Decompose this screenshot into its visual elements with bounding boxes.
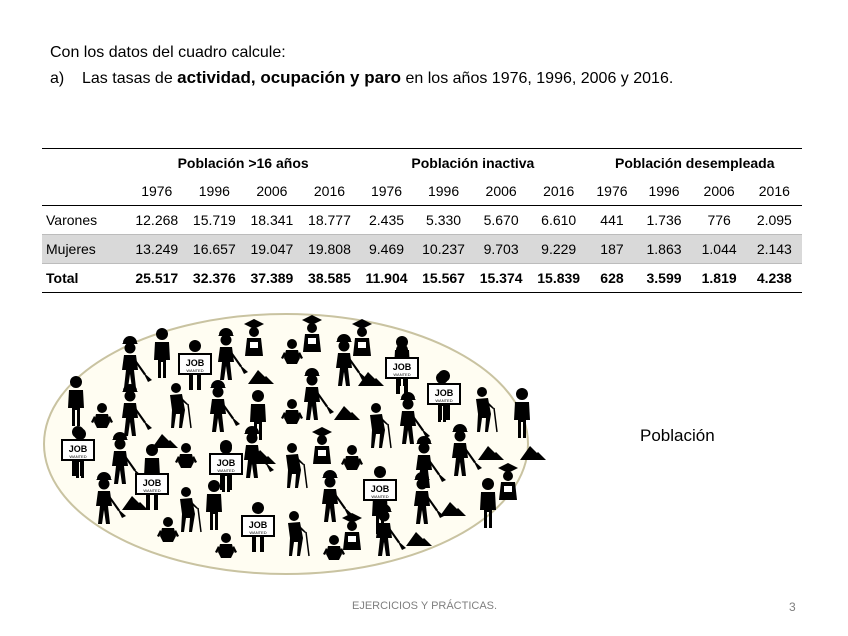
corner-cell [42, 149, 128, 178]
job-sign-text: JOB [142, 478, 162, 488]
table-cell: 15.374 [472, 264, 530, 293]
row-label: Mujeres [42, 235, 128, 264]
table-cell: 38.585 [301, 264, 359, 293]
table-cell: 9.469 [358, 235, 415, 264]
year-header: 2006 [243, 177, 301, 206]
table-cell: 1.044 [692, 235, 747, 264]
population-label: Población [640, 426, 715, 445]
year-header: 2006 [472, 177, 530, 206]
table-cell: 2.435 [368, 212, 405, 228]
year-header: 1996 [636, 177, 691, 206]
table-row [42, 206, 802, 235]
task-marker: a) [50, 70, 65, 87]
table-cell: 10.237 [415, 235, 473, 264]
table-cell: 441 [600, 212, 624, 228]
task-text-post: en los años 1976, 1996, 2006 y 2016. [401, 70, 674, 87]
group-header: Población inactiva [358, 149, 587, 178]
table-row-total [42, 264, 802, 293]
table-row [42, 235, 802, 264]
year-header: 2006 [692, 177, 747, 206]
year-header-row [42, 177, 802, 206]
table-cell: 15.567 [415, 264, 473, 293]
year-header: 1996 [186, 177, 244, 206]
job-sign-text: JOB [392, 362, 412, 372]
task-a [50, 68, 673, 88]
table-cell: 19.047 [243, 235, 301, 264]
job-sign-subtext: WANTED [186, 368, 204, 373]
job-sign-subtext: WANTED [371, 494, 389, 499]
table-cell: 5.670 [483, 212, 519, 228]
job-sign-subtext: WANTED [217, 468, 235, 473]
footer-text: EJERCICIOS Y PRÁCTICAS. [352, 600, 498, 612]
job-sign-text: JOB [68, 444, 88, 454]
table-cell: 187 [587, 235, 636, 264]
job-sign-text: JOB [434, 388, 454, 398]
table-cell: 19.808 [301, 235, 359, 264]
table-cell: 6.610 [541, 212, 577, 228]
year-header: 2016 [301, 177, 359, 206]
table-cell: 25.517 [128, 264, 186, 293]
table-cell: 12.268 [135, 212, 179, 228]
population-ellipse-illustration [40, 310, 560, 590]
table-cell: 11.904 [358, 264, 415, 293]
table-cell: 37.389 [243, 264, 301, 293]
job-sign-subtext: WANTED [249, 530, 267, 535]
table-cell: 5.330 [426, 212, 462, 228]
table-cell: 3.599 [636, 264, 691, 293]
year-header: 2016 [530, 177, 588, 206]
job-sign-subtext: WANTED [69, 454, 87, 459]
table-cell: 2.095 [756, 212, 792, 228]
population-table [42, 148, 802, 293]
table-cell: 4.238 [747, 264, 802, 293]
table-cell: 1.819 [692, 264, 747, 293]
row-label: Total [42, 264, 128, 293]
row-label: Varones [46, 212, 98, 228]
table-cell: 9.229 [530, 235, 588, 264]
page-number: 3 [789, 600, 796, 614]
table-cell: 18.341 [250, 212, 294, 228]
job-sign-subtext: WANTED [143, 488, 161, 493]
job-sign-text: JOB [248, 520, 268, 530]
group-header-row [42, 149, 802, 178]
table-cell: 32.376 [186, 264, 244, 293]
year-header: 1976 [587, 177, 636, 206]
table-cell: 2.143 [747, 235, 802, 264]
instruction-line [50, 44, 286, 62]
table-cell: 18.777 [308, 212, 351, 228]
year-header: 1976 [128, 177, 186, 206]
table-cell: 1.863 [636, 235, 691, 264]
job-sign-subtext: WANTED [435, 398, 453, 403]
task-text-pre: Las tasas de [82, 70, 178, 87]
table-cell: 1.736 [646, 212, 682, 228]
instruction-text: Con los datos del cuadro calcule: [50, 44, 286, 61]
job-sign-subtext: WANTED [393, 372, 411, 377]
table-cell: 15.839 [530, 264, 588, 293]
year-header: 1996 [415, 177, 473, 206]
table-cell: 9.703 [472, 235, 530, 264]
year-header: 2016 [747, 177, 802, 206]
job-sign-text: JOB [185, 358, 205, 368]
task-text-bold: actividad, ocupación y paro [177, 68, 402, 87]
table-cell: 16.657 [186, 235, 244, 264]
table-cell: 13.249 [128, 235, 186, 264]
table-cell: 628 [587, 264, 636, 293]
group-header: Población >16 años [128, 149, 358, 178]
group-header: Población desempleada [587, 149, 802, 178]
job-sign-text: JOB [370, 484, 390, 494]
table-cell: 776 [707, 212, 731, 228]
year-header: 1976 [358, 177, 415, 206]
table-cell: 15.719 [192, 212, 236, 228]
job-sign-text: JOB [216, 458, 236, 468]
